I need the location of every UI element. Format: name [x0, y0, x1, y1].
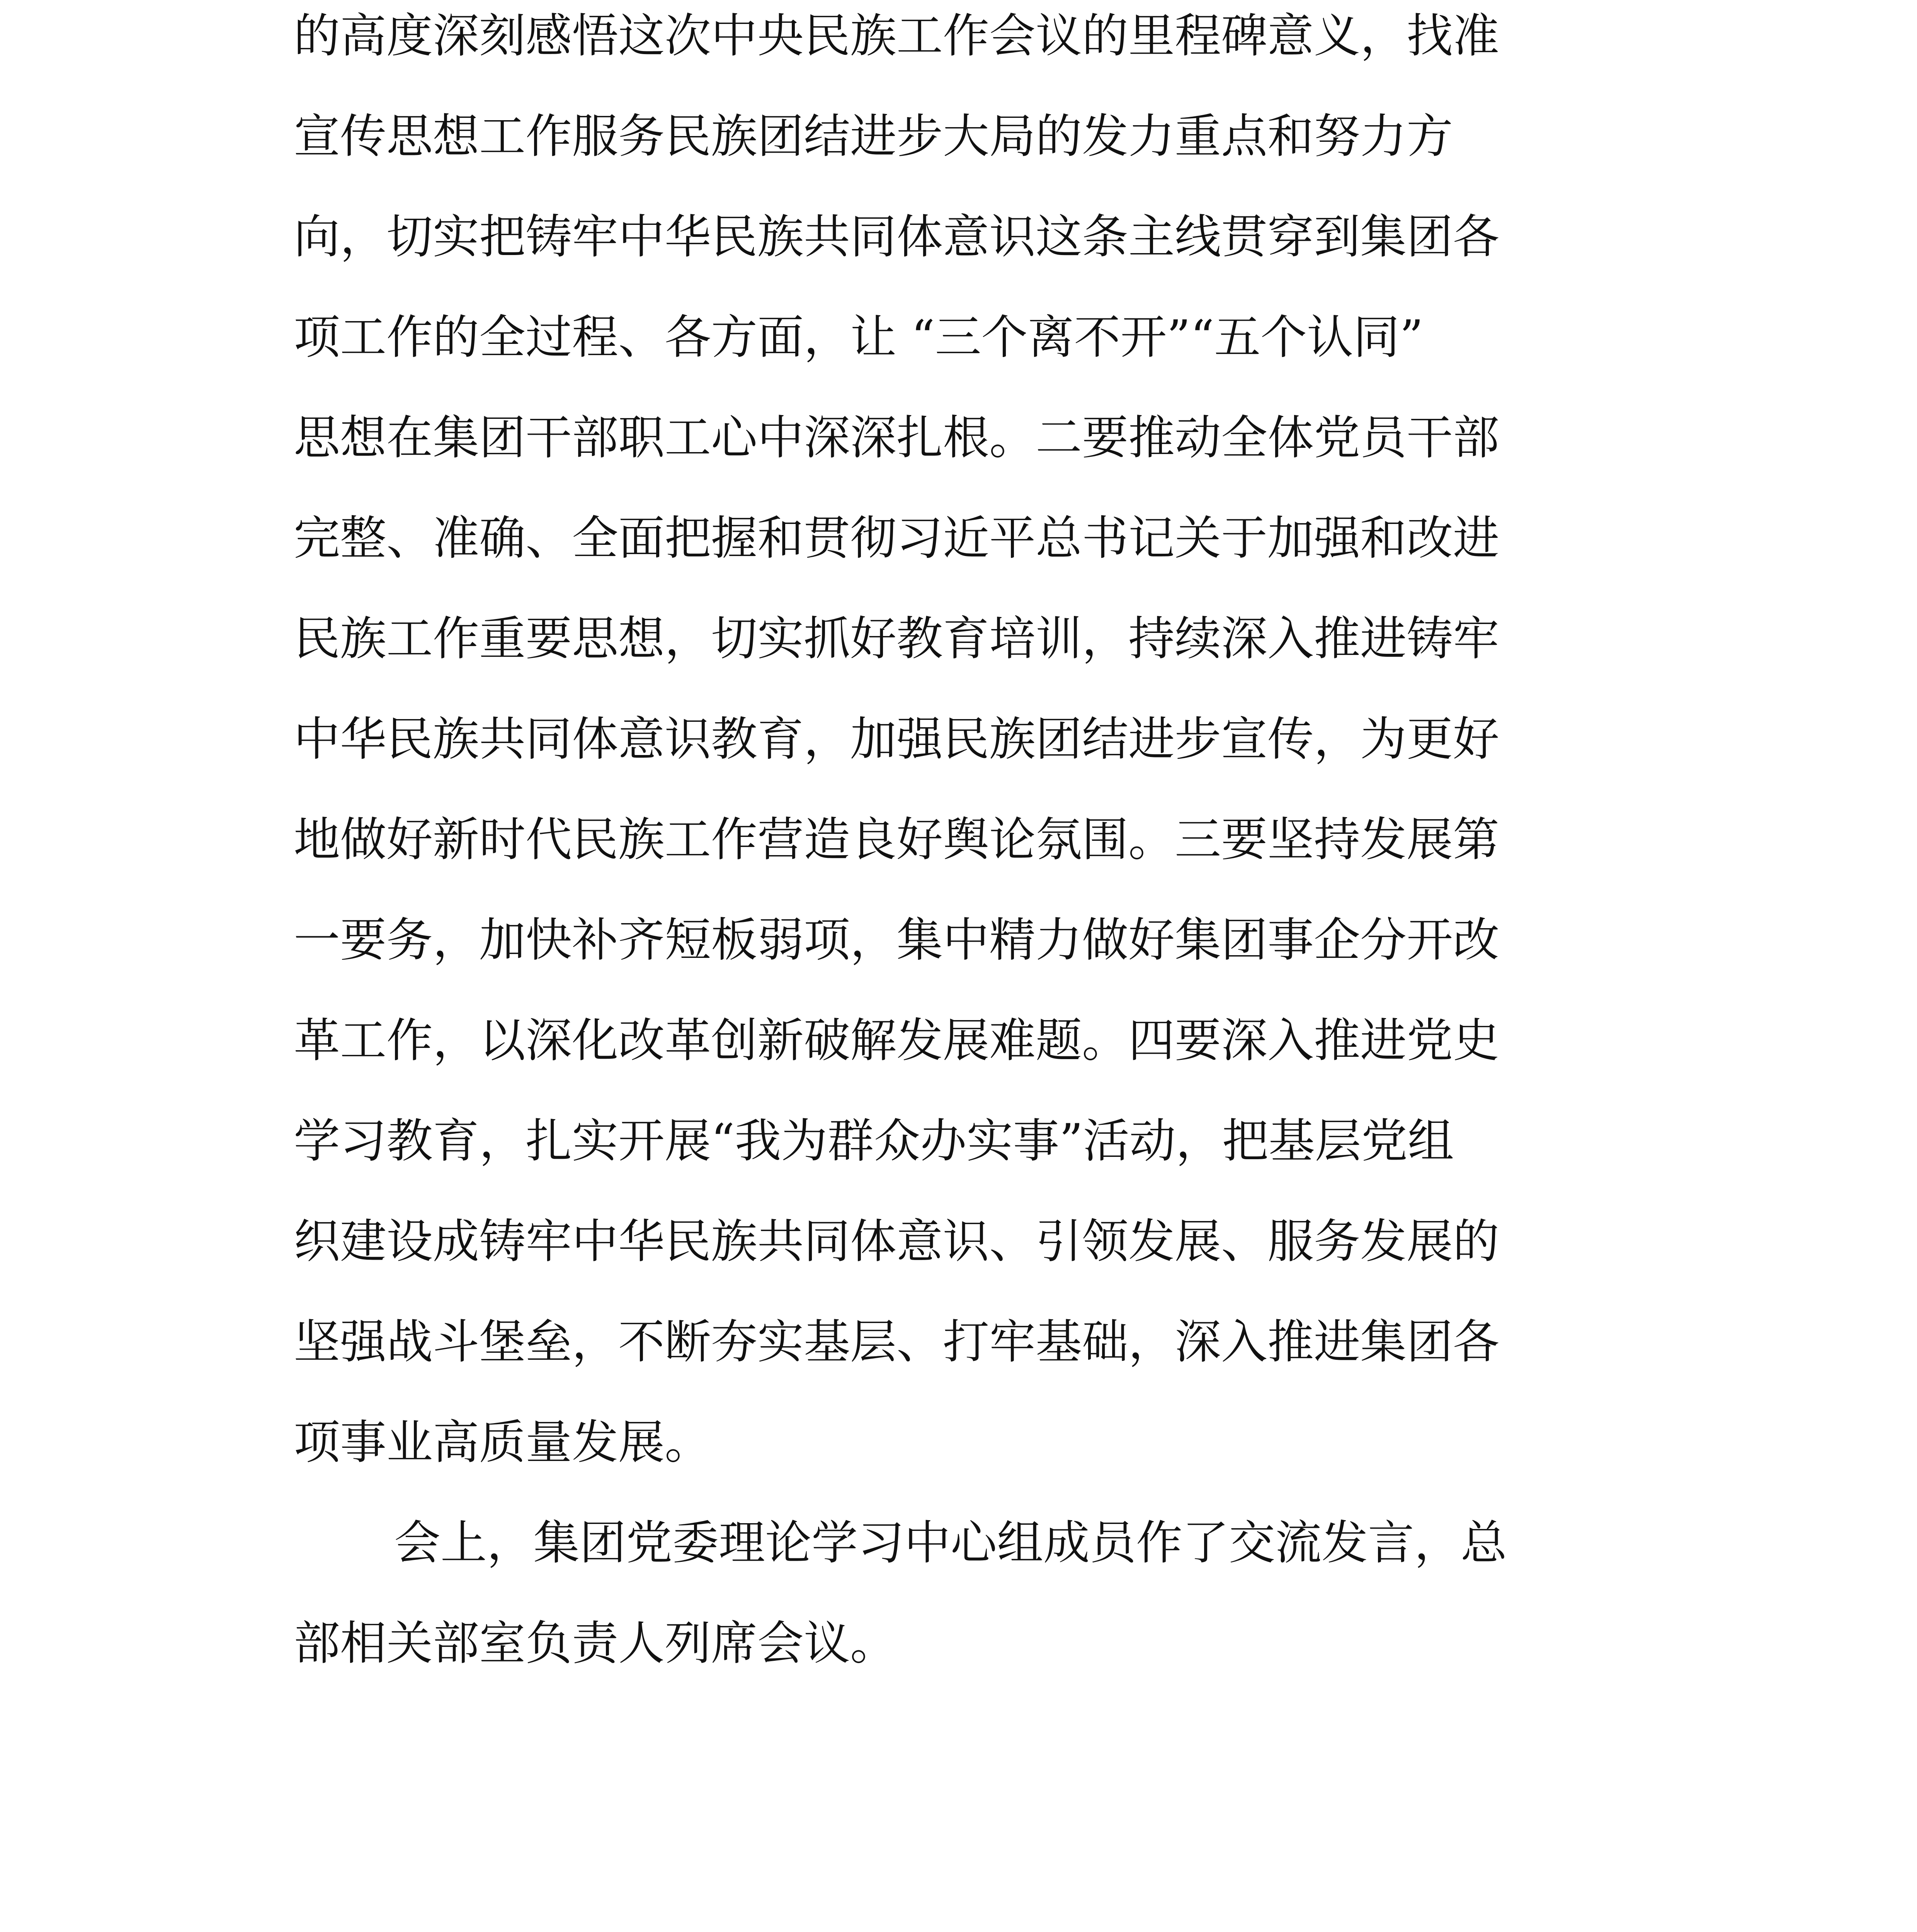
text-line: 思想在集团干部职工心中深深扎根。二要推动全体党员干部: [294, 411, 1499, 465]
text-line: 项工作的全过程、各方面，让 “三个离不开”“五个认同”: [294, 311, 1424, 364]
text-line: 学习教育，扎实开展“我为群众办实事”活动，把基层党组: [294, 1114, 1454, 1168]
text-line: 地做好新时代民族工作营造良好舆论氛围。三要坚持发展第: [294, 813, 1499, 867]
text-line: 的高度深刻感悟这次中央民族工作会议的里程碑意义，找准: [294, 9, 1499, 63]
text-line: 织建设成铸牢中华民族共同体意识、引领发展、服务发展的: [294, 1215, 1499, 1269]
text-line: 中华民族共同体意识教育，加强民族团结进步宣传，为更好: [294, 713, 1499, 766]
text-line: 项事业高质量发展。: [294, 1416, 711, 1469]
text-line: 一要务，加快补齐短板弱项，集中精力做好集团事企分开改: [294, 913, 1499, 967]
text-line: 向，切实把铸牢中华民族共同体意识这条主线贯穿到集团各: [294, 210, 1499, 264]
text-line: 部相关部室负责人列席会议。: [294, 1617, 896, 1670]
text-line: 民族工作重要思想，切实抓好教育培训，持续深入推进铸牢: [294, 612, 1499, 666]
text-line: 宣传思想工作服务民族团结进步大局的发力重点和努力方: [294, 110, 1453, 163]
text-line: 完整、准确、全面把握和贯彻习近平总书记关于加强和改进: [294, 512, 1499, 565]
paragraph-first-line: 会上，集团党委理论学习中心组成员作了交流发言，总: [394, 1516, 1507, 1570]
text-line: 坚强战斗堡垒，不断夯实基层、打牢基础，深入推进集团各: [294, 1315, 1499, 1369]
text-line: 革工作，以深化改革创新破解发展难题。四要深入推进党史: [294, 1014, 1499, 1068]
